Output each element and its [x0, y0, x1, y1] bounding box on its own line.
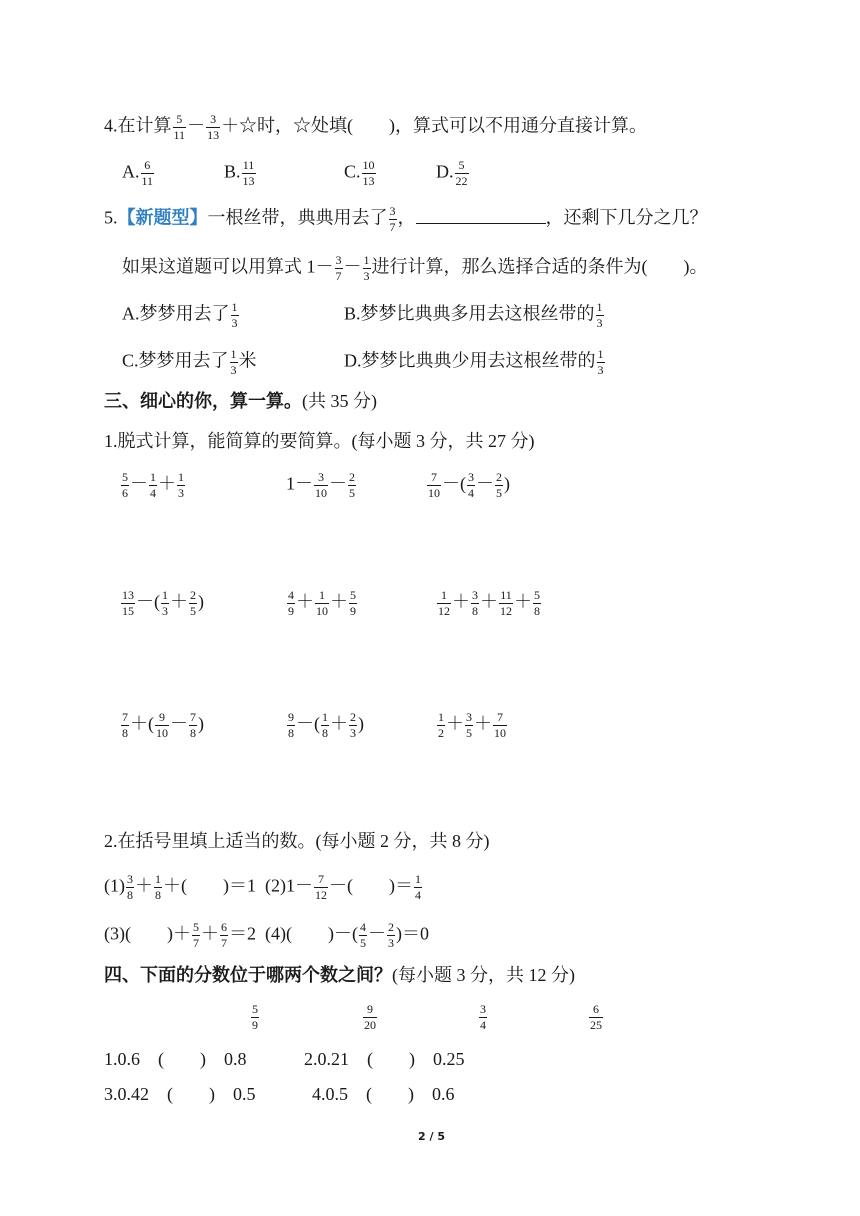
fraction: $\frac{3}{13}$ [207, 112, 220, 142]
section-4-fraction-1: $\frac{5}{9}$ [252, 1002, 258, 1032]
q4-option-a[interactable]: A. $\frac{6}{11}$ [122, 158, 154, 188]
interval-row-3[interactable]: 3.0.42 ( ) 0.5 [104, 1084, 256, 1104]
q5-text: 一根丝带，典典用去了 [207, 207, 388, 228]
fraction: $\frac{1}{3}$ [597, 347, 604, 377]
q4-option-c[interactable]: C. $\frac{10}{13}$ [344, 158, 375, 188]
fill-row-1: (1) $\frac{3}{8}$ ＋ $\frac{1}{8}$ ＋( )＝1 (2)1－ $\frac{7}{12}$ －( )＝ $\frac{1}{4}$ [104, 872, 421, 902]
fraction: $\frac{3}{7}$ [335, 253, 342, 283]
fraction: $\frac{1}{3}$ [363, 253, 370, 283]
section-4-fraction-4: $\frac{6}{25}$ [590, 1002, 602, 1032]
fraction: $\frac{1}{3}$ [596, 300, 603, 330]
interval-row-4[interactable]: 4.0.5 ( ) 0.6 [312, 1084, 455, 1104]
section-4-fraction-2: $\frac{9}{20}$ [364, 1002, 376, 1032]
q4-option-b[interactable]: B. $\frac{11}{13}$ [224, 158, 255, 188]
q5-option-d[interactable]: D.梦梦比典典少用去这根丝带的 $\frac{1}{3}$ [344, 347, 604, 377]
q5-number: 5. [104, 207, 118, 228]
fraction: $\frac{6}{11}$ [141, 158, 154, 188]
q4-prefix: 4.在计算 [104, 115, 172, 136]
page-number: 2 / 5 [418, 1130, 445, 1143]
interval-row-2[interactable]: 2.0.21 ( ) 0.25 [304, 1049, 465, 1069]
q4-stem-text: ＋☆时，☆处填( )，算式可以不用通分直接计算。 [221, 115, 648, 136]
fraction: $\frac{1}{3}$ [231, 300, 238, 330]
comma: ， [397, 207, 416, 228]
expression-3: $\frac{7}{10}$ －( $\frac{3}{4}$ － $\frac{2}{5}$ ) [428, 470, 510, 500]
q5-option-b[interactable]: B.梦梦比典典多用去这根丝带的 $\frac{1}{3}$ [344, 300, 603, 330]
expression-9: $\frac{1}{2}$ ＋ $\frac{3}{5}$ ＋ $\frac{7}{10}$ [438, 710, 506, 740]
section-4-heading: 四、下面的分数位于哪两个数之间？(每小题 3 分，共 12 分) [104, 965, 575, 985]
section-3-heading: 三、细心的你，算一算。(共 35 分) [104, 391, 377, 411]
fraction: $\frac{1}{3}$ [230, 347, 237, 377]
expression-8: $\frac{9}{8}$ －( $\frac{1}{8}$ ＋ $\frac{2}{3}$ ) [288, 710, 364, 740]
answer-blank[interactable] [416, 209, 546, 224]
expression-6: $\frac{1}{12}$ ＋ $\frac{3}{8}$ ＋ $\frac{11}{12}$ ＋ $\frac{5}{8}$ [438, 588, 540, 618]
expression-4: $\frac{13}{15}$ －( $\frac{1}{3}$ ＋ $\frac{2}{5}$ ) [122, 588, 204, 618]
interval-row-1[interactable]: 1.0.6 ( ) 0.8 [104, 1049, 247, 1069]
section-4-fraction-3: $\frac{3}{4}$ [480, 1002, 486, 1032]
fraction: $\frac{3}{7}$ [389, 204, 396, 234]
fraction: $\frac{10}{13}$ [362, 158, 375, 188]
expression-5: $\frac{4}{9}$ ＋ $\frac{1}{10}$ ＋ $\frac{5}{9}$ [288, 588, 356, 618]
fill-row-2: (3)( )＋ $\frac{5}{7}$ ＋ $\frac{6}{7}$ ＝2 (4)( )－( $\frac{4}{5}$ － $\frac{2}{3}$ )＝0 [104, 920, 429, 950]
q5-option-c[interactable]: C.梦梦用去了 $\frac{1}{3}$ 米 [122, 347, 257, 377]
q5-option-a[interactable]: A.梦梦用去了 $\frac{1}{3}$ [122, 300, 238, 330]
q4-option-d[interactable]: D. $\frac{5}{22}$ [436, 158, 468, 188]
minus-sign: － [187, 115, 206, 136]
new-type-tag: 【新题型】 [117, 207, 208, 229]
question-4 [104, 112, 647, 143]
fraction: $\frac{5}{22}$ [455, 158, 468, 188]
expression-2: 1－ $\frac{3}{10}$ － $\frac{2}{5}$ [286, 470, 355, 500]
section-3-sub2: 2.在括号里填上适当的数。(每小题 2 分，共 8 分) [104, 831, 490, 851]
q5-text-end: ，还剩下几分之几？ [545, 207, 708, 228]
section-3-sub1: 1.脱式计算，能简算的要简算。(每小题 3 分，共 27 分) [104, 431, 535, 451]
expression-1: $\frac{5}{6}$ － $\frac{1}{4}$ ＋ $\frac{1}{3}$ [122, 470, 184, 500]
expression-7: $\frac{7}{8}$ ＋( $\frac{9}{10}$ － $\frac{7}{8}$ ) [122, 710, 204, 740]
fraction: $\frac{5}{11}$ [173, 112, 186, 142]
question-5 [104, 204, 708, 235]
q5-line2: 如果这道题可以用算式 1－ $\frac{3}{7}$ － $\frac{1}{3}$ 进行计算，那么选择合适的条件为( )。 [122, 253, 708, 283]
fraction: $\frac{11}{13}$ [242, 158, 255, 188]
